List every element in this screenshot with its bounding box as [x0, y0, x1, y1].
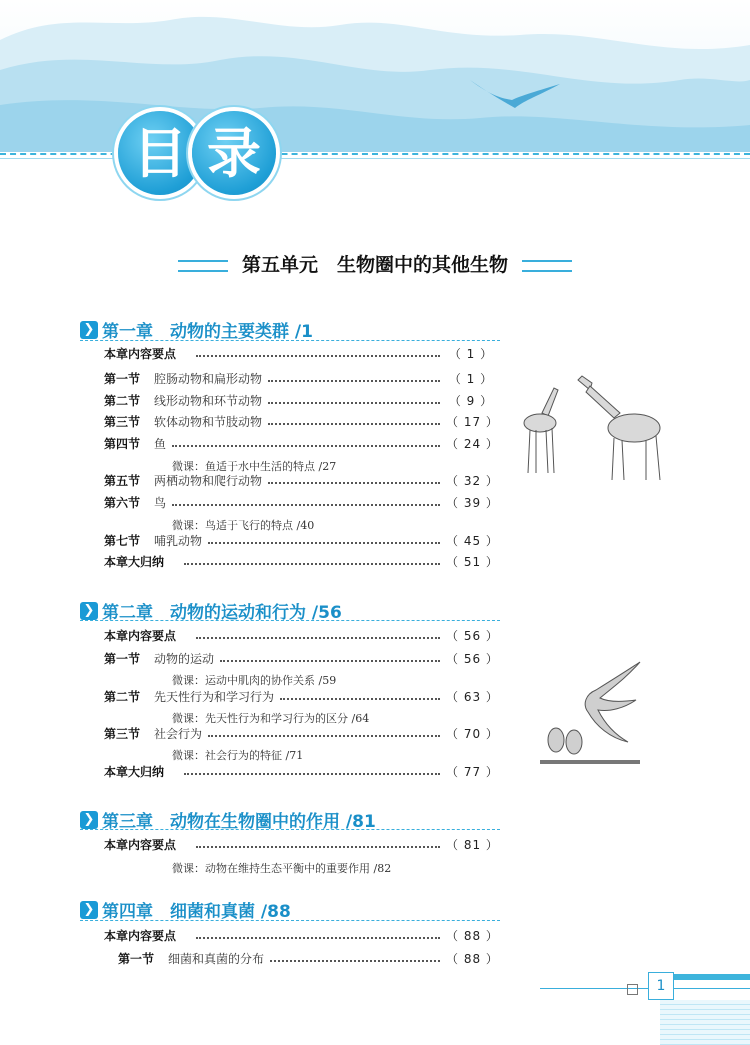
micro-lesson-link[interactable]: 微课：鸟适于飞行的特点 /40	[172, 519, 315, 532]
toc-name: 鸟	[154, 495, 167, 510]
toc-name: 腔肠动物和扁形动物	[154, 371, 263, 386]
footer-rule	[540, 988, 750, 989]
micro-lesson-link[interactable]: 微课：运动中肌肉的协作关系 /59	[172, 674, 337, 687]
page-number: 1	[648, 972, 674, 1000]
toc-page: （ 1 ）	[448, 346, 494, 361]
toc-label: 本章内容要点	[104, 346, 177, 361]
dot-leader	[268, 417, 440, 425]
toc-page: （ 77 ）	[446, 764, 499, 779]
toc-label: 本章大归纳	[104, 554, 165, 569]
dot-leader	[172, 439, 440, 447]
toc-row[interactable]	[118, 948, 499, 968]
toc-row[interactable]	[104, 925, 499, 945]
toc-name: 两栖动物和爬行动物	[154, 473, 263, 488]
dot-leader	[196, 840, 440, 848]
toc-page: （ 51 ）	[446, 554, 499, 569]
toc-page: （ 45 ）	[446, 533, 499, 548]
chapter-4-rule	[80, 920, 500, 921]
dot-leader	[268, 476, 440, 484]
dot-leader	[280, 692, 440, 700]
chapter-2-rule	[80, 620, 500, 621]
corner-decoration	[660, 1000, 750, 1045]
chapter-3-rule	[80, 829, 500, 830]
toc-page: （ 88 ）	[446, 951, 499, 966]
chapter-3-title: 第三章 动物在生物圈中的作用 /81	[102, 812, 376, 832]
toc-name: 线形动物和环节动物	[154, 393, 263, 408]
dot-leader	[270, 954, 440, 962]
toc-row[interactable]	[104, 686, 499, 706]
toc-name: 细菌和真菌的分布	[168, 951, 265, 966]
header-banner	[0, 0, 750, 160]
toc-row[interactable]	[104, 761, 499, 781]
dot-leader	[196, 349, 440, 357]
toc-page: （ 9 ）	[448, 393, 494, 408]
toc-label: 第二节	[104, 689, 141, 704]
toc-label: 第四节	[104, 436, 141, 451]
toc-name: 软体动物和节肢动物	[154, 414, 263, 429]
chevron-right-icon: ❯	[80, 901, 98, 919]
toc-name: 社会行为	[154, 726, 203, 741]
micro-lesson-link[interactable]: 微课：动物在维持生态平衡中的重要作用 /82	[172, 862, 392, 875]
toc-page: （ 39 ）	[446, 495, 499, 510]
dot-leader	[220, 654, 440, 662]
chevron-right-icon: ❯	[80, 602, 98, 620]
chevron-right-icon: ❯	[80, 811, 98, 829]
dot-leader	[268, 396, 440, 404]
dot-leader	[208, 536, 440, 544]
toc-page: （ 70 ）	[446, 726, 499, 741]
toc-label: 第一节	[118, 951, 155, 966]
toc-label: 本章内容要点	[104, 628, 177, 643]
toc-label: 第一节	[104, 651, 141, 666]
header-divider	[0, 153, 750, 155]
toc-name: 鱼	[154, 436, 167, 451]
dot-leader	[196, 931, 440, 939]
unit-title-deco-right	[522, 260, 572, 272]
toc-label: 第二节	[104, 393, 141, 408]
toc-row[interactable]	[104, 390, 496, 410]
toc-label: 第三节	[104, 414, 141, 429]
chapter-4-heading[interactable]	[80, 897, 291, 922]
toc-row[interactable]	[104, 492, 499, 512]
toc-row[interactable]	[104, 723, 499, 743]
dot-leader	[208, 729, 440, 737]
title-char-1: 目	[118, 111, 202, 195]
toc-row[interactable]	[104, 530, 499, 550]
toc-row[interactable]	[104, 368, 496, 388]
toc-page: （ 56 ）	[446, 628, 499, 643]
unit-title-text: 第五单元 生物圈中的其他生物	[241, 254, 508, 276]
micro-lesson-link[interactable]: 微课：鱼适于水中生活的特点 /27	[172, 460, 337, 473]
toc-label: 第六节	[104, 495, 141, 510]
dot-leader	[172, 498, 440, 506]
toc-row[interactable]	[104, 411, 499, 431]
toc-label: 本章内容要点	[104, 928, 177, 943]
giraffe-illustration	[512, 368, 672, 488]
header-divider-thin	[0, 158, 750, 159]
toc-row[interactable]	[104, 470, 499, 490]
toc-page: （ 24 ）	[446, 436, 499, 451]
toc-page: （ 81 ）	[446, 837, 499, 852]
toc-label: 第五节	[104, 473, 141, 488]
toc-row[interactable]	[104, 433, 499, 453]
toc-row[interactable]	[104, 343, 496, 363]
micro-lesson-link[interactable]: 微课：先天性行为和学习行为的区分 /64	[172, 712, 370, 725]
chapter-1-rule	[80, 340, 500, 341]
toc-label: 第七节	[104, 533, 141, 548]
toc-name: 动物的运动	[154, 651, 215, 666]
footer-square	[627, 984, 638, 995]
toc-label: 第三节	[104, 726, 141, 741]
chapter-4-title: 第四章 细菌和真菌 /88	[102, 902, 291, 922]
toc-page: （ 32 ）	[446, 473, 499, 488]
dot-leader	[196, 631, 440, 639]
toc-label: 本章大归纳	[104, 764, 165, 779]
dot-leader	[184, 557, 440, 565]
toc-row[interactable]	[104, 551, 499, 571]
toc-name: 先天性行为和学习行为	[154, 689, 275, 704]
unit-title	[0, 250, 750, 277]
chapter-1-title: 第一章 动物的主要类群 /1	[102, 322, 313, 342]
toc-page: （ 88 ）	[446, 928, 499, 943]
toc-row[interactable]	[104, 625, 499, 645]
title-char-2: 录	[192, 111, 276, 195]
toc-page: （ 56 ）	[446, 651, 499, 666]
toc-name: 哺乳动物	[154, 533, 203, 548]
dot-leader	[268, 374, 440, 382]
micro-lesson-link[interactable]: 微课：社会行为的特征 /71	[172, 749, 304, 762]
toc-label: 第一节	[104, 371, 141, 386]
swallow-illustration	[538, 660, 648, 775]
toc-page: （ 1 ）	[448, 371, 494, 386]
toc-label: 本章内容要点	[104, 837, 177, 852]
chevron-right-icon: ❯	[80, 321, 98, 339]
toc-page: （ 63 ）	[446, 689, 499, 704]
chapter-2-title: 第二章 动物的运动和行为 /56	[102, 603, 342, 623]
toc-row[interactable]	[104, 648, 499, 668]
toc-row[interactable]	[104, 834, 499, 854]
toc-page: （ 17 ）	[446, 414, 499, 429]
dot-leader	[184, 767, 440, 775]
chapter-1-heading[interactable]	[80, 317, 313, 342]
unit-title-deco-left	[178, 260, 228, 272]
